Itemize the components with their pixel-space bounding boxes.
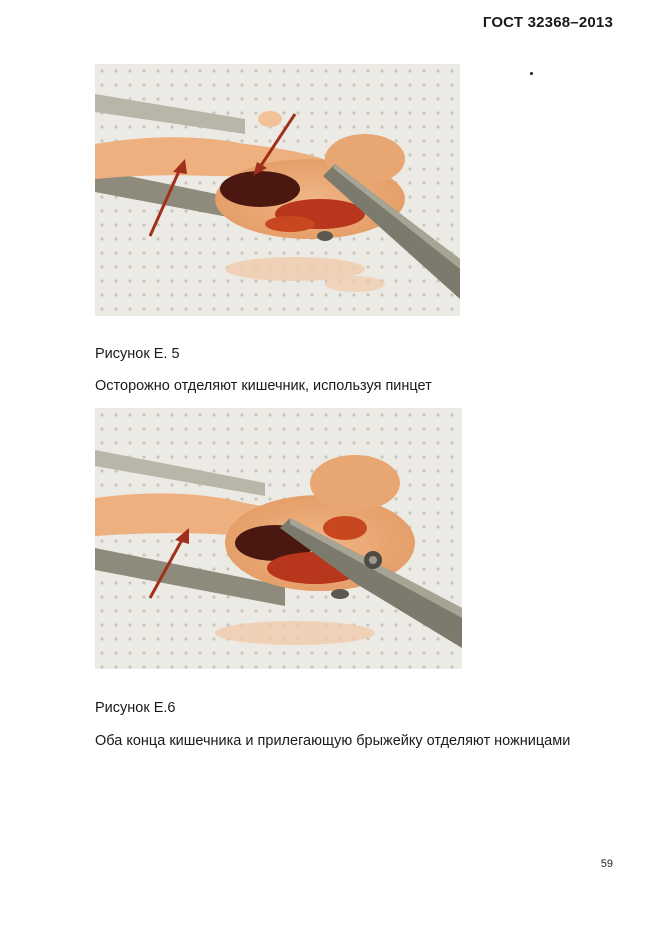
- page-number: 59: [600, 858, 613, 870]
- figure-e6-caption: Рисунок Е.6: [95, 700, 176, 716]
- standard-header: ГОСТ 32368–2013: [482, 14, 613, 31]
- stray-dot: [530, 72, 533, 75]
- figure-e6-photo: [95, 408, 462, 669]
- figure-e5-caption: Рисунок Е. 5: [95, 346, 180, 362]
- figure-e5-photo: [95, 64, 460, 316]
- figure-e6-description: Оба конца кишечника и прилегающую брыжейку отделяют ножницами: [95, 733, 571, 749]
- figure-e5-description: Осторожно отделяют кишечник, используя пинцет: [95, 378, 432, 394]
